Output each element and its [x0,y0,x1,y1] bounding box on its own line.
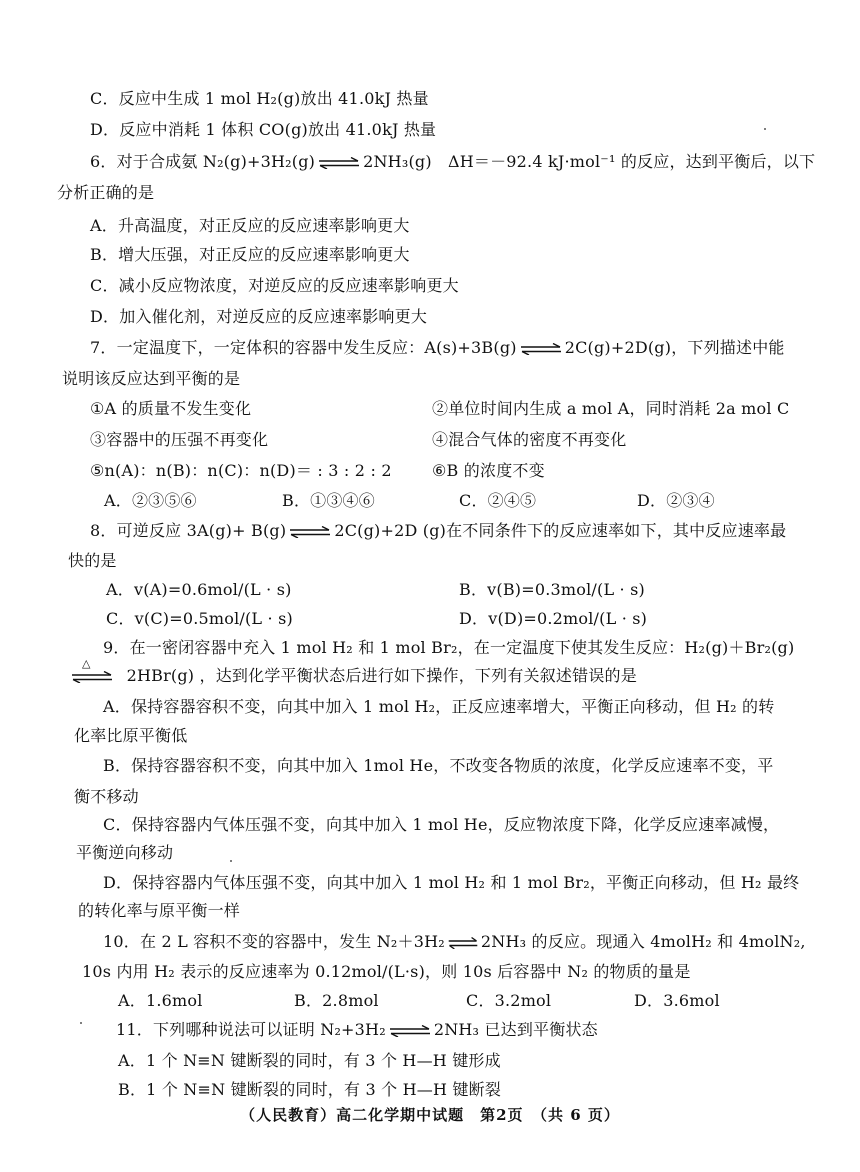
equilibrium-arrow-icon [289,526,331,538]
page-footer: （人民教育）高二化学期中试题 第2页 （共 6 页） [240,1106,620,1124]
equilibrium-arrow-icon [389,1025,431,1037]
q7-statement-6: ⑥B 的浓度不变 [432,461,545,480]
q10-stem [103,932,806,952]
q8-option-c: C．v(C)=0.5mol/(L · s) [106,609,293,628]
q8-stem-part1: 8．可逆反应 3A(g)+ B(g) [90,521,287,540]
q10-option-d: D．3.6mol [634,991,720,1010]
q7-stem-part2: 2C(g)+2D(g)，下列描述中能 [564,338,785,357]
q5-option-d: D．反应中消耗 1 体积 CO(g)放出 41.0kJ 热量 [90,120,437,139]
q8-option-a: A．v(A)=0.6mol/(L · s) [106,580,292,599]
q10-option-c: C．3.2mol [466,991,552,1010]
q6-stem-part2: 2NH₃(g) ΔH＝－92.4 kJ·mol⁻¹ 的反应，达到平衡后，以下 [363,152,816,171]
q9-stem-part2: 2HBr(g) ，达到化学平衡状态后进行如下操作，下列有关叙述错误的是 [126,666,637,685]
q11-option-b: B．1 个 N≡N 键断裂的同时，有 3 个 H—H 键断裂 [118,1080,502,1099]
q8-option-d: D．v(D)=0.2mol/(L · s) [459,609,648,628]
q9-option-c-line2: 平衡逆向移动 [76,843,174,862]
q9-stem-cont [68,657,637,686]
q9-option-c-line1: C．保持容器内气体压强不变，向其中加入 1 mol He，反应物浓度下降，化学反应速率减慢， [103,815,780,834]
q7-option-b: B．①③④⑥ [282,491,375,510]
q9-option-b-line2: 衡不移动 [74,787,139,806]
q9-option-d-line1: D．保持容器内气体压强不变，向其中加入 1 mol H₂ 和 1 mol Br₂，平衡正向移动，但 H₂ 最终 [103,873,800,892]
q7-option-a: A．②③⑤⑥ [104,491,197,510]
q6-stem-cont: 分析正确的是 [57,183,155,202]
q7-statement-1: ①A 的质量不发生变化 [90,399,252,418]
q8-stem-part2: 2C(g)+2D (g)在不同条件下的反应速率如下，其中反应速率最 [334,521,787,540]
q6-stem-part1: 6．对于合成氨 N₂(g)+3H₂(g) [90,152,316,171]
q9-option-d-line2: 的转化率与原平衡一样 [78,901,241,920]
scan-speck [230,860,232,862]
q9-option-a-line1: A．保持容器容积不变，向其中加入 1 mol H₂，正反应速率增大，平衡正向移动，但 H₂ 的转 [103,697,775,716]
q7-option-d: D．②③④ [637,491,715,510]
q7-stem-cont: 说明该反应达到平衡的是 [62,369,241,388]
q11-stem-part2: 2NH₃ 已达到平衡状态 [433,1020,598,1039]
q7-option-c: C．②④⑤ [459,491,537,510]
q11-stem [116,1020,598,1040]
equilibrium-arrow-icon [520,343,562,355]
heat-triangle-icon: △ [82,657,91,670]
q11-option-a: A．1 个 N≡N 键断裂的同时，有 3 个 H—H 键形成 [118,1051,501,1070]
q6-option-c: C．减小反应物浓度，对逆反应的反应速率影响更大 [90,276,459,295]
q6-option-d: D．加入催化剂，对逆反应的反应速率影响更大 [90,307,428,326]
q7-stem-part1: 7．一定温度下，一定体积的容器中发生反应：A(s)+3B(g) [90,338,517,357]
q9-stem: 9．在一密闭容器中充入 1 mol H₂ 和 1 mol Br₂，在一定温度下使其发生反应：H₂(g)＋Br₂(g) [103,638,795,657]
q8-stem [90,521,786,541]
q10-stem-part1: 10．在 2 L 容积不变的容器中，发生 N₂＋3H₂ [103,932,445,951]
q7-stem [90,338,785,358]
q6-option-b: B．增大压强，对正反应的反应速率影响更大 [90,245,410,264]
scan-speck [764,128,766,130]
equilibrium-arrow-icon [448,937,478,949]
scan-speck [80,1022,82,1024]
q10-stem-cont: 10s 内用 H₂ 表示的反应速率为 0.12mol/(L·s)，则 10s 后容器中 N₂ 的物质的量是 [82,962,691,981]
q8-stem-cont: 快的是 [68,551,117,570]
q7-statement-4: ④混合气体的密度不再变化 [432,430,627,449]
q6-stem [90,152,815,172]
q5-option-c: C．反应中生成 1 mol H₂(g)放出 41.0kJ 热量 [90,89,429,108]
q7-statement-3: ③容器中的压强不再变化 [90,430,269,449]
q11-stem-part1: 11．下列哪种说法可以证明 N₂+3H₂ [116,1020,386,1039]
q9-option-b-line1: B．保持容器容积不变，向其中加入 1mol He，不改变各物质的浓度，化学反应速率不变，平 [103,756,774,775]
q9-option-a-line2: 化率比原平衡低 [74,726,188,745]
q10-option-a: A．1.6mol [118,991,203,1010]
q7-statement-5: ⑤n(A)：n(B)：n(C)：n(D)＝ : 3 : 2 : 2 [90,461,392,480]
equilibrium-arrow-icon [318,157,360,169]
q8-option-b: B．v(B)=0.3mol/(L · s) [459,580,645,599]
q10-stem-part2: 2NH₃ 的反应。现通入 4molH₂ 和 4molN₂, [480,932,806,951]
q10-option-b: B．2.8mol [294,991,379,1010]
q7-statement-2: ②单位时间内生成 a mol A，同时消耗 2a mol C [432,399,790,418]
q6-option-a: A．升高温度，对正反应的反应速率影响更大 [90,216,410,235]
equilibrium-arrow-icon [71,671,113,683]
